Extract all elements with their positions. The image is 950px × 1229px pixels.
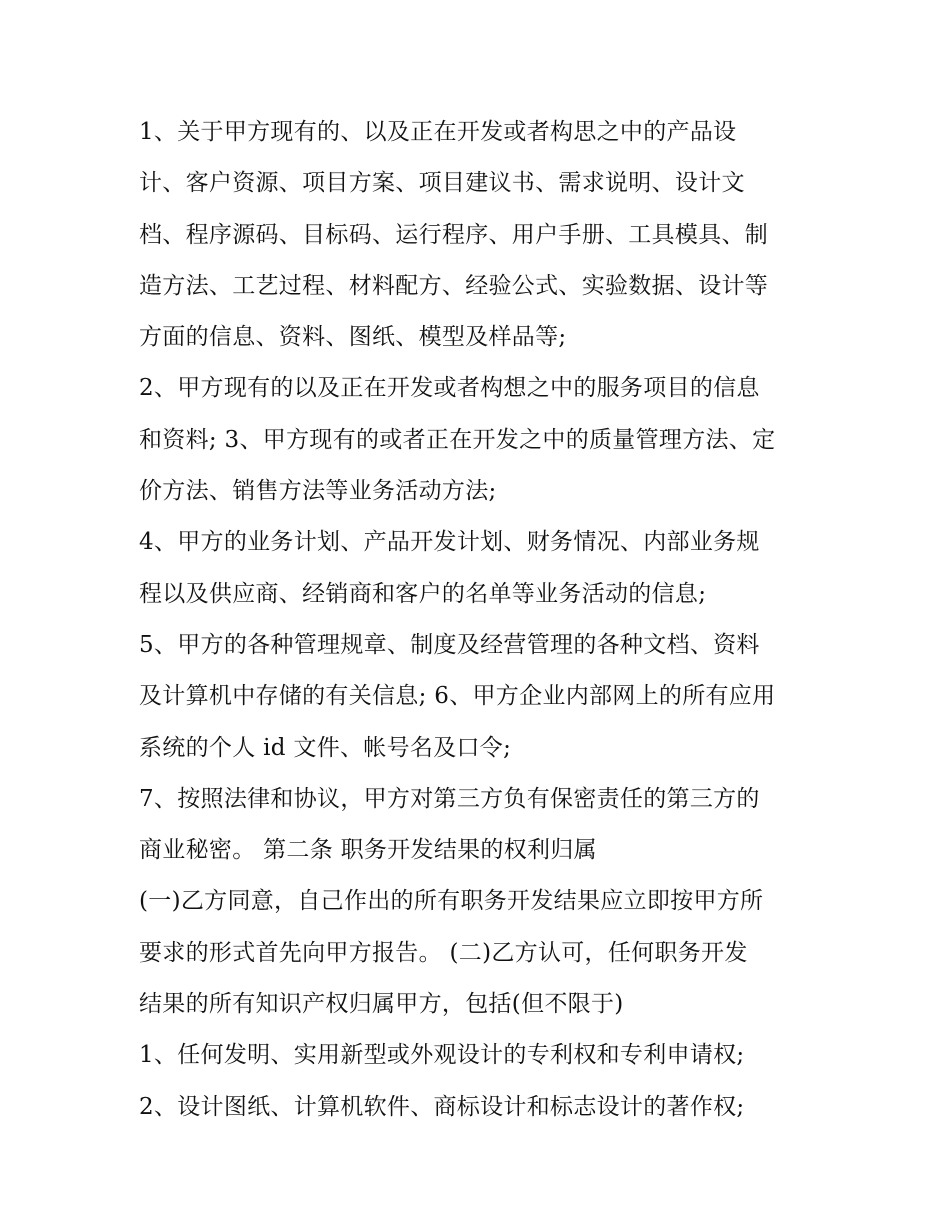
text-line: 1、关于甲方现有的、以及正在开发或者构思之中的产品设 (139, 119, 737, 145)
text-line: 2、甲方现有的以及正在开发或者构想之中的服务项目的信息 (139, 375, 760, 402)
text-line: 程以及供应商、经销商和客户的名单等业务活动的信息; (139, 580, 707, 607)
text-line: 4、甲方的业务计划、产品开发计划、财务情况、内部业务规 (139, 529, 760, 556)
text-line: 及计算机中存储的有关信息; 6、甲方企业内部网上的所有应用 (139, 683, 776, 710)
text-line: (一)乙方同意，自己作出的所有职务开发结果应立即按甲方所 (139, 888, 764, 915)
text-line: 计、客户资源、项目方案、项目建议书、需求说明、设计文 (139, 170, 745, 197)
text-line: 方面的信息、资料、图纸、模型及样品等; (139, 324, 567, 351)
text-line: 结果的所有知识产权归属甲方，包括(但不限于) (139, 991, 624, 1018)
text-line: 7、按照法律和协议，甲方对第三方负有保密责任的第三方的 (139, 785, 760, 812)
text-line: 商业秘密。 第二条 职务开发结果的权利归属 (139, 837, 597, 864)
text-line: 价方法、销售方法等业务活动方法; (139, 478, 497, 505)
text-line: 2、设计图纸、计算机软件、商标设计和标志设计的著作权; (139, 1093, 745, 1120)
text-line: 要求的形式首先向甲方报告。 (二)乙方认可，任何职务开发 (139, 939, 748, 966)
document-body (139, 107, 829, 1133)
text-line: 造方法、工艺过程、材料配方、经验公式、实验数据、设计等 (139, 272, 769, 299)
text-line: 和资料; 3、甲方现有的或者正在开发之中的质量管理方法、定 (139, 426, 776, 453)
text-line: 5、甲方的各种管理规章、制度及经营管理的各种文档、资料 (139, 631, 760, 658)
text-line: 档、程序源码、目标码、运行程序、用户手册、工具模具、制 (139, 221, 769, 248)
text-line: 系统的个人 id 文件、帐号名及口令; (139, 734, 512, 761)
text-line: 1、任何发明、实用新型或外观设计的专利权和专利申请权; (139, 1042, 745, 1069)
